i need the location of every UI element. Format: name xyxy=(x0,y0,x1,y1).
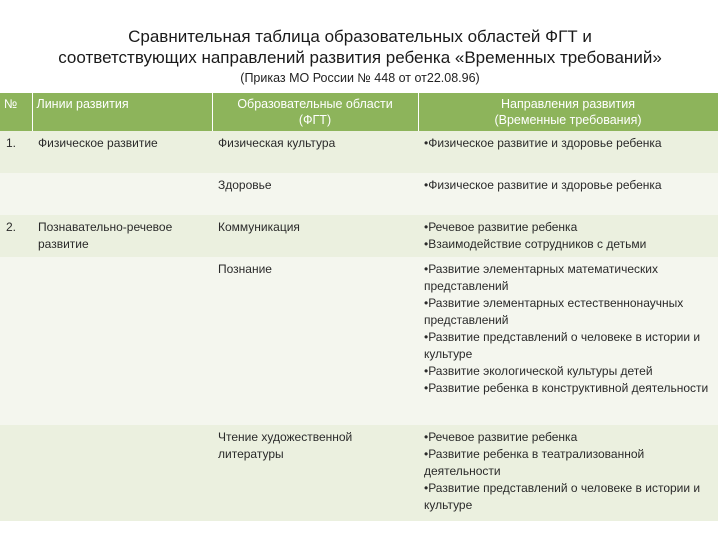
direction-item: •Речевое развитие ребенка xyxy=(424,430,578,444)
direction-item: •Развитие элементарных естественнонаучных представлений xyxy=(424,296,684,327)
title-line-2: соответствующих направлений развития ребенка «Временных требований» xyxy=(58,48,662,67)
header-development-directions xyxy=(418,93,718,131)
table-header-row xyxy=(0,93,718,131)
page-subtitle: (Приказ МО России № 448 от от22.08.96) xyxy=(240,71,480,85)
header-educational-areas xyxy=(212,93,418,131)
table-row xyxy=(0,257,718,425)
direction-item: •Развитие представлений о человеке в истории и культуре xyxy=(424,481,701,512)
header-directions-line-1: Направления развития xyxy=(501,97,635,111)
header-areas-line-2: (ФГТ) xyxy=(298,113,332,127)
header-areas-line-1: Образовательные области xyxy=(237,97,393,111)
row-educational-area: Коммуникация xyxy=(212,215,418,257)
table-row xyxy=(0,173,718,215)
direction-item: •Развитие элементарных математических представлений xyxy=(424,262,658,293)
row-development-line: Познавательно-речевое развитие xyxy=(32,215,212,257)
direction-item: •Развитие представлений о человеке в истории и культуре xyxy=(424,330,701,361)
header-development-lines: Линии развития xyxy=(32,93,212,131)
row-educational-area: Здоровье xyxy=(212,173,418,215)
row-directions xyxy=(418,131,718,173)
header-num: № xyxy=(0,93,32,131)
row-directions xyxy=(418,215,718,257)
row-directions xyxy=(418,257,718,425)
row-educational-area: Чтение художественной литературы xyxy=(212,425,418,521)
row-num xyxy=(0,425,32,521)
row-num xyxy=(0,257,32,425)
title-line-1: Сравнительная таблица образовательных областей ФГТ и xyxy=(128,27,592,46)
row-num: 1. xyxy=(0,131,32,173)
row-educational-area: Познание xyxy=(212,257,418,425)
table-row xyxy=(0,425,718,521)
row-development-line xyxy=(32,425,212,521)
table-row xyxy=(0,131,718,173)
direction-item: •Физическое развитие и здоровье ребенка xyxy=(424,178,662,192)
direction-item: •Развитие ребенка в конструктивной деятельности xyxy=(424,381,709,395)
direction-item: •Речевое развитие ребенка xyxy=(424,220,578,234)
row-development-line: Физическое развитие xyxy=(32,131,212,173)
table-row xyxy=(0,215,718,257)
direction-item: •Развитие ребенка в театрализованной деятельности xyxy=(424,447,645,478)
header-directions-line-2: (Временные требования) xyxy=(494,113,642,127)
row-directions xyxy=(418,173,718,215)
page-title xyxy=(0,26,720,68)
row-directions xyxy=(418,425,718,521)
comparison-table xyxy=(0,93,719,521)
row-development-line xyxy=(32,173,212,215)
row-educational-area: Физическая культура xyxy=(212,131,418,173)
row-development-line xyxy=(32,257,212,425)
direction-item: •Развитие экологической культуры детей xyxy=(424,364,653,378)
row-num xyxy=(0,173,32,215)
direction-item: •Взаимодействие сотрудников с детьми xyxy=(424,237,647,251)
row-num: 2. xyxy=(0,215,32,257)
direction-item: •Физическое развитие и здоровье ребенка xyxy=(424,136,662,150)
